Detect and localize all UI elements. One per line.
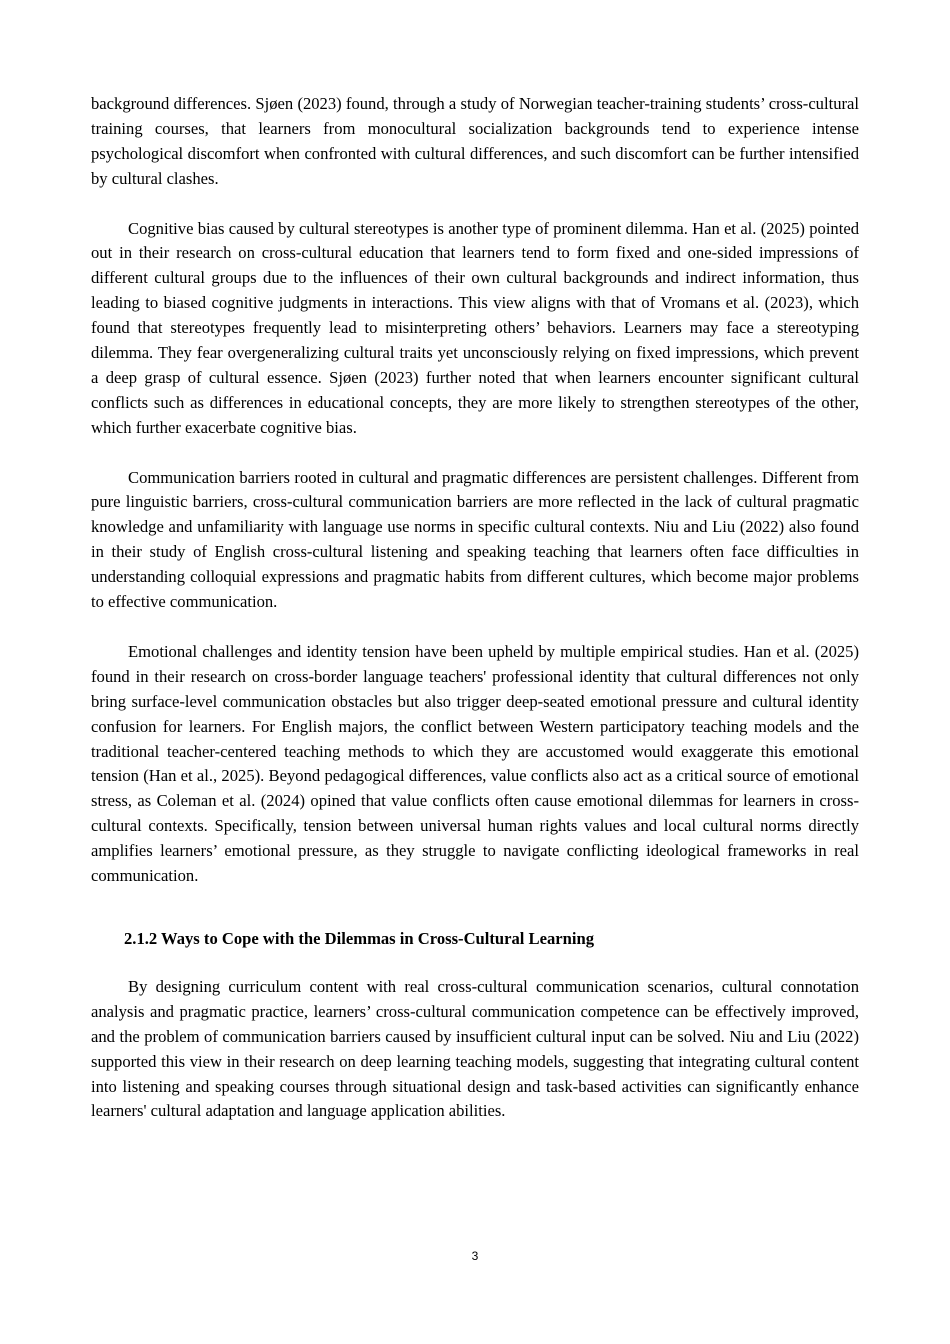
section-heading: 2.1.2 Ways to Cope with the Dilemmas in Cross-Cultural Learning bbox=[124, 928, 595, 948]
paragraph-continuation: background differences. Sjøen (2023) found, through a study of Norwegian teacher-training students’ cross-cultural training courses, that learners from monocultural socialization backgrounds tend to experience intense psychological discomfort when confronted with cultural differences, and such discomfort can be further intensified by cultural clashes. bbox=[91, 94, 859, 188]
paragraph-curriculum-design: By designing curriculum content with real cross-cultural communication scenarios, cultural connotation analysis and pragmatic practice, learners’ cross-cultural communication competence can be effectively improved, and the problem of communication barriers caused by insufficient cultural input can be solved. Niu and Liu (2022) supported this view in their research on deep learning teaching models, suggesting that integrating cultural content into listening and speaking courses through situational design and task-based activities can significantly enhance learners' cultural adaptation and language application abilities. bbox=[91, 976, 859, 1121]
page-number: 3 bbox=[471, 1249, 479, 1263]
paragraph-emotional-challenges: Emotional challenges and identity tension have been upheld by multiple empirical studies. Han et al. (2025) found in their research on cross-border language teachers' professional identity that cultural differences not only bring surface-level communication obstacles but also trigger deep-seated emotional pressure and cultural identity confusion for learners. For English majors, the conflict between Western participatory teaching models and the traditional teacher-centered teaching methods to which they are accustomed would exaggerate this emotional tension (Han et al., 2025). Beyond pedagogical differences, value conflicts also act as a critical source of emotional stress, as Coleman et al. (2024) opined that value conflicts often cause emotional dilemmas for learners in cross-cultural contexts. Specifically, tension between universal human rights values and local cultural norms directly amplifies learners’ emotional pressure, as they struggle to navigate conflicting ideological frameworks in real communication. bbox=[91, 641, 859, 886]
page-body bbox=[91, 92, 859, 1124]
paragraph-cognitive-bias: Cognitive bias caused by cultural stereotypes is another type of prominent dilemma. Han et al. (2025) pointed out in their research on cross-cultural education that learners tend to form fixed and one-sided impressions of different cultural groups due to the influences of their own cultural backgrounds and indirect information, thus leading to biased cognitive judgments in interactions. This view aligns with that of Vromans et al. (2023), which found that stereotypes frequently lead to misinterpreting others’ behaviors. Learners may face a stereotyping dilemma. They fear overgeneralizing cultural traits yet unconsciously relying on fixed impressions, which prevent a deep grasp of cultural essence. Sjøen (2023) further noted that when learners encounter significant cultural conflicts such as differences in educational concepts, they are more likely to strengthen stereotypes of the other, which further exacerbate cognitive bias. bbox=[91, 218, 859, 437]
paragraph-communication-barriers: Communication barriers rooted in cultural and pragmatic differences are persistent challenges. Different from pure linguistic barriers, cross-cultural communication barriers are more reflected in the lack of cultural pragmatic knowledge and unfamiliarity with language use norms in specific cultural contexts. Niu and Liu (2022) also found in their study of English cross-cultural listening and speaking teaching that learners often face difficulties in understanding colloquial expressions and pragmatic habits from different cultures, which become major problems to effective communication. bbox=[91, 467, 859, 612]
